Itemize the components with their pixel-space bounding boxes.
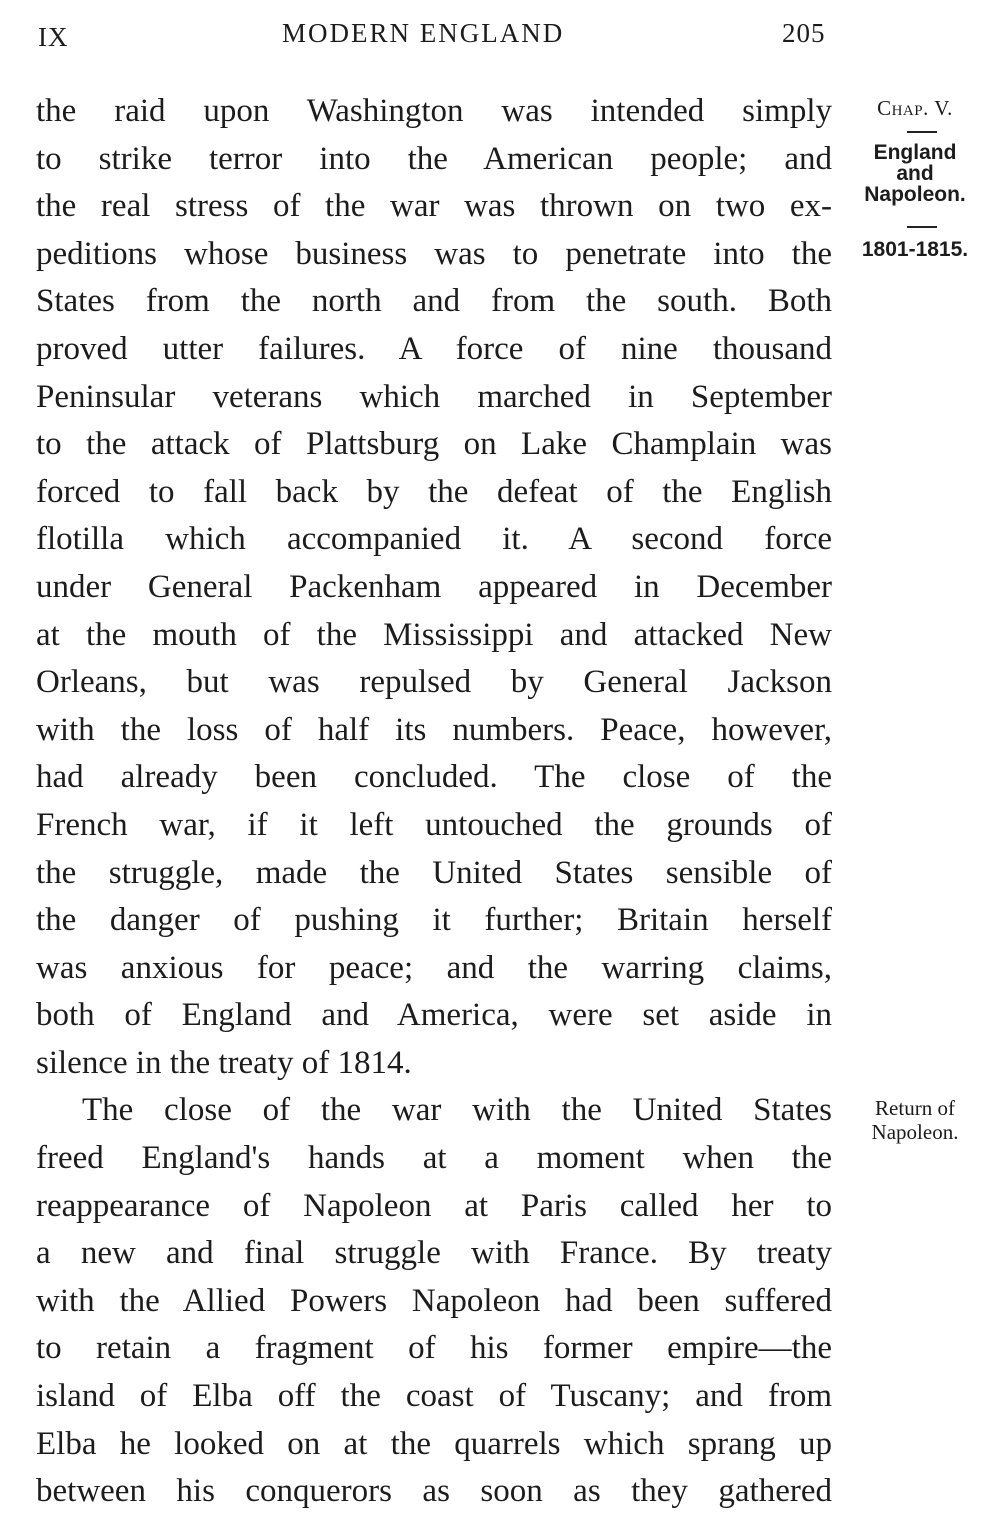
margin-chapter-label: Chap. V.	[877, 96, 953, 120]
text-line: had already been concluded. The close of the	[36, 759, 832, 796]
text-line: silence in the treaty of 1814.	[36, 1044, 412, 1081]
text-line: the real stress of the war was thrown on two ex-	[36, 188, 832, 225]
text-line: reappearance of Napoleon at Paris called her to	[36, 1187, 832, 1224]
text-line: both of England and America, were set aside in	[36, 997, 832, 1034]
paragraph	[36, 88, 832, 1087]
margin-rule	[907, 226, 937, 228]
text-line: was anxious for peace; and the warring claims,	[36, 949, 832, 986]
running-header	[38, 14, 832, 54]
text-line: the raid upon Washington was intended simply	[36, 93, 832, 129]
text-line: Orleans, but was repulsed by General Jackson	[36, 664, 832, 701]
margin-note-return	[852, 1096, 978, 1144]
text-line: The close of the war with the United States	[82, 1092, 832, 1129]
text-line: forced to fall back by the defeat of the English	[36, 473, 832, 510]
margin-note-line: Return of	[875, 1096, 955, 1120]
text-line: French war, if it left untouched the grounds of	[36, 806, 832, 843]
text-line: at the mouth of the Mississippi and attacked New	[36, 616, 832, 653]
text-line: to the attack of Plattsburg on Lake Champlain was	[36, 426, 832, 463]
text-line: Peninsular veterans which marched in September	[36, 378, 832, 415]
paragraph	[36, 1087, 832, 1515]
body-text	[36, 88, 832, 1516]
margin-topic-line: Napoleon.	[864, 183, 966, 206]
text-line: under General Packenham appeared in December	[36, 568, 832, 605]
text-line: peditions whose business was to penetrate into the	[36, 235, 832, 272]
page-number: 205	[782, 18, 826, 48]
text-line: proved utter failures. A force of nine thousand	[36, 330, 832, 367]
margin-topic-line: England	[873, 141, 957, 164]
text-line: to retain a fragment of his former empire—the	[36, 1330, 832, 1367]
text-line: freed England's hands at a moment when the	[36, 1140, 832, 1177]
text-line: States from the north and from the south. Both	[36, 283, 832, 320]
text-line: with the Allied Powers Napoleon had been suffered	[36, 1282, 832, 1319]
text-line: Elba he looked on at the quarrels which sprang up	[36, 1425, 832, 1462]
text-line: between his conquerors as soon as they gathered	[36, 1473, 832, 1510]
text-line: a new and final struggle with France. By treaty	[36, 1235, 832, 1272]
margin-topic-line: and	[896, 162, 934, 185]
text-line: island of Elba off the coast of Tuscany; and from	[36, 1378, 832, 1415]
book-title: MODERN ENGLAND	[282, 18, 565, 48]
margin-note-line: Napoleon.	[871, 1120, 959, 1144]
margin-rule	[907, 131, 937, 133]
margin-topic-note	[852, 141, 978, 207]
margin-dates: 1801-1815.	[861, 238, 969, 261]
text-line: to strike terror into the American people; and	[36, 140, 832, 177]
text-line: flotilla which accompanied it. A second force	[36, 521, 832, 558]
text-line: with the loss of half its numbers. Peace, however,	[36, 711, 832, 748]
chapter-numeral: IX	[38, 22, 69, 52]
text-line: the danger of pushing it further; Britain herself	[36, 902, 832, 939]
text-line: the struggle, made the United States sensible of	[36, 854, 832, 891]
